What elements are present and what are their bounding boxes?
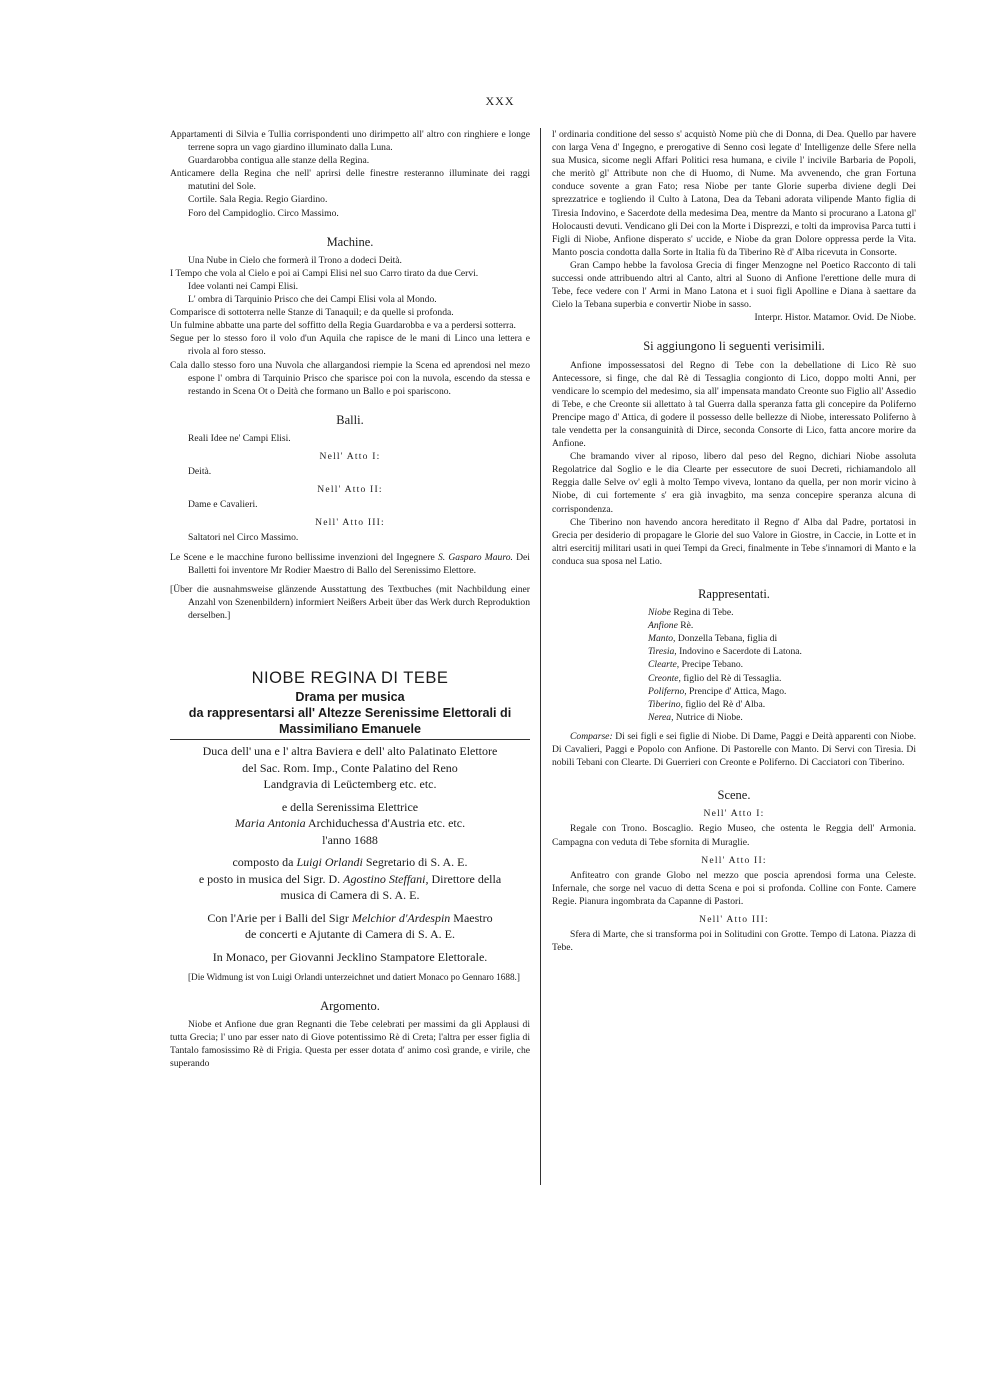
argomento-text: Niobe et Anfione due gran Regnanti die Tebe celebrati per massimi da gli Applausi di tutta Grecia; l' uno par esser nato di Giove potentissimo Rè di Creta; l'altra per esser figlia di Tantalo famosissimo Rè di Frigia. Questa per esser dotata d' animo così grande, e virile, che superando: [170, 1018, 530, 1069]
intro-line: Anticamere della Regina che nell' aprirsi delle finestre resteranno illuminate dei raggi matutini del Sole.: [170, 168, 530, 193]
title-line: de concerti e Ajutante di Camera di S. A. E.: [245, 927, 455, 942]
left-column: [170, 128, 530, 1070]
scene-act-1-text: Regale con Trono. Boscaglio. Regio Museo, che ostenta le Reggia dell' Armonia. Campagna con veduta di Tebe sfornita di Muraglie.: [552, 823, 916, 848]
column-divider: [540, 128, 541, 1185]
drama-subtitle: Massimiliano Emanuele: [278, 722, 422, 737]
argomento-continuation: Gran Campo hebbe la favolosa Grecia di finger Menzogne nel Poetico Racconto di tali successi onde attribuendo altri al Canto, altri al Suono di Anfione l'erettione delle mura di Tebe, fece vedere con l' Armi in Mano Latona et i suoi figli Apolline e Diana à saettare da Cielo la Tebana superbia e convertir Niobe in sasso.: [552, 259, 916, 311]
balli-act-1-text: Deità.: [188, 466, 212, 478]
balli-act-2-text: Dame e Cavalieri.: [188, 499, 258, 511]
bracket-note: [Über die ausnahmsweise glänzende Ausstattung des Textbuches (mit Nachbildung einer Anzahl von Szenenbildern) informiert Neißers Arbeit über das Werk durch Reproduktion derselben.]: [170, 583, 530, 621]
widmung-note: [Die Widmung ist von Luigi Orlandi unterzeichnet und datiert Monaco po Gennaro 1688.]: [188, 972, 520, 983]
title-line: Maria Antonia Archiduchessa d'Austria etc. etc.: [234, 816, 466, 831]
cast-entry: Niobe Regina di Tebe.: [648, 607, 734, 619]
machine-line: Un fulmine abbatte una parte del soffitto della Regia Guardarobba e va a perdersi sotterra.: [170, 320, 516, 332]
machine-line: Una Nube in Cielo che formerà il Trono a dodeci Deità.: [188, 254, 402, 266]
scene-act-1: Nell' Atto I:: [703, 808, 765, 820]
machine-line: Cala dallo stesso foro una Nuvola che allargandosi riempie la Scena ed aprendosi nel mezo espone l' ombra di Tarquinio Prisco che sparisce poi con la nuvola, escendo da stessa e restando in Scena Ot o Deità che formano un Ballo e poi spariscono.: [170, 359, 530, 397]
title-line: Duca dell' una e l' altra Baviera e dell' alto Palatinato Elettore: [202, 744, 498, 759]
drama-subtitle: Drama per musica: [295, 690, 405, 705]
scene-act-3: Nell' Atto III:: [699, 913, 769, 925]
verisimili-paragraph: Che bramando viver al riposo, libero dal peso del Regno, dichiari Niobe assoluta Regolatrice dal Soglio e le dia Clearte per essecutore de suoi Decreti, richiamandolo all Reggia dalle Selve ov' egli à molto Tempo viveva, lontano da quella, per non morir vicino à Niobe, di cui fortemente s' era già invagbito, ma senza concepire speranza alcuna di corrispondenza.: [552, 451, 916, 515]
page-number: XXX: [485, 94, 515, 108]
title-year: l'anno 1688: [322, 832, 378, 847]
title-line: Landgravia di Leüctemberg etc. etc.: [263, 777, 437, 792]
intro-line: Cortile. Sala Regia. Regio Giardino.: [188, 194, 328, 206]
cast-entry: Creonte, figlio del Rè di Tessaglia.: [648, 672, 782, 684]
balli-act-3: Nell' Atto III:: [315, 517, 385, 529]
machine-line: Segue per lo stesso foro il volo d'un Aquila che rapisce de le mani di Linco una lettera e rivola al foro stesso.: [170, 333, 530, 358]
drama-title: NIOBE REGINA DI TEBE: [251, 669, 449, 687]
argomento-continuation: l' ordinaria conditione del sesso s' acquistò Nome più che di Donna, di Dea. Quello par havere con larga Vena d' Ingegno, e prerogative di Senno così legate d' Intelligenze delle Sfere nella sua Musica, sicome negli Affari Politici resa humana, e civile l' incivile Barbaria de Popoli, che meritò gl' Attribute non che di Huomo, di Nume. Ma avvenendo, che gran Fortuna conduce sovente a gran Fato; resa Niobe per tante Glorie superba diviene degli Dei sprezzatrice e togliendo il Culto à Latona, Dea da Tebani adorata vilipende Manto figlia di Tiresia Indovino, e Sacerdote della medesima Dea, mentre da Manto si procurano a Latona gl' Holocausti devuti. Vendicano gli Dei con la Morte i Disprezzi, e tolti da improvisa Parca tutti i Figli di Niobe, Anfione disperato s' uccide, e Niobe da gran Dolore oppressa perde la Vita. Manto poscia condotta dalla Sorte in Italia fù da Tiberino Rè d' Alba ricevuta in Consorte.: [552, 129, 916, 258]
cast-entry: Tiresia, Indovino e Sacerdote di Latona.: [648, 646, 802, 658]
scene-act-3-text: Sfera di Marte, che si transforma poi in Solitudini con Grotte. Tempo di Latona. Piazza di Tebe.: [552, 929, 916, 954]
scene-heading: Scene.: [717, 788, 751, 803]
credit-name: S. Gasparo Mauro.: [437, 551, 513, 563]
title-line: Con l'Arie per i Balli del Sigr Melchior d'Ardespin Maestro: [207, 910, 493, 925]
verisimili-heading: Si aggiungono li seguenti verisimili.: [643, 339, 825, 354]
machine-line: Comparisce di sottoterra nelle Stanze di Tanaquil; e da quelle si profonda.: [170, 307, 454, 319]
argomento-heading: Argomento.: [320, 998, 380, 1013]
balli-intro: Reali Idee ne' Campi Elisi.: [188, 432, 291, 444]
title-line: musica di Camera di S. A. E.: [280, 888, 420, 903]
cast-list: [648, 606, 916, 724]
title-line: composto da Luigi Orlandi Segretario di S. A. E.: [232, 855, 468, 870]
title-line: e posto in musica del Sigr. D. Agostino Steffani, Direttore della: [198, 871, 502, 886]
intro-line: Guardarobba contigua alle stanze della Regina.: [188, 155, 370, 167]
machine-line: I Tempo che vola al Cielo e poi ai Campi Elisi nel suo Carro tirato da due Cervi.: [170, 267, 479, 279]
cast-entry: Nerea, Nutrice di Niobe.: [648, 711, 743, 723]
right-column: [552, 128, 916, 954]
title-line: del Sac. Rom. Imp., Conte Palatino del Reno: [242, 760, 458, 775]
source-reference: Interpr. Histor. Matamor. Ovid. De Niobe.: [754, 312, 916, 324]
machine-heading: Machine.: [326, 234, 374, 249]
intro-line: Foro del Campidoglio. Circo Massimo.: [188, 207, 339, 219]
intro-line: Appartamenti di Silvia e Tullia corrispondenti uno dirimpetto all' altro con ringhiere e longe terrene sopra un vago giardino illuminato dalla Luna.: [170, 129, 530, 154]
verisimili-paragraph: Anfione impossessatosi del Regno di Tebe con la debellatione di Lico Rè suo Antecessore, si finge, che dal Rè di Tessaglia congionto di Lico, doppo molti Anni, per vendicare lo scempio del medesimo, sia all' impensata mandato Creonte suo Figlio all' Assedio di Tebe, e che Creonte sii allettato à tal Guerra dalla speranza fatta gli concepire da Poliferno Prencipe mago d' Attica, di godere il possesso delle bellezze di Niobe, interessato Poliferno à tale vendetta per la consanguinità di Dirce, seconda Consorte di Lico, fatta ancore morire da Anfione.: [552, 359, 916, 450]
scene-act-2-text: Anfiteatro con grande Globo nel mezzo que poscia aprendosi forma una Celeste. Infernale, che sorge nel vacuo di detta Scena e poi si profonda. Colline con Fonte. Camere Regie. Pianura ingombrata da Capanne di Pastori.: [552, 869, 916, 907]
cast-entry: Tiberino, figlio del Rè d' Alba.: [648, 698, 766, 710]
balli-act-3-text: Saltatori nel Circo Massimo.: [188, 532, 299, 544]
title-line: e della Serenissima Elettrice: [281, 799, 419, 814]
cast-entry: Anfione Rè.: [648, 620, 694, 632]
cast-entry: Poliferno, Prencipe d' Attica, Mago.: [648, 685, 787, 697]
verisimili-paragraph: Che Tiberino non havendo ancora hereditato il Regno d' Alba dal Padre, portatosi in Grecia per desiderio di propagare le Glorie del suo Valore in Giostre, in Caccie, in Lotte et in altri esercitij militari usati in quei Tempi da Greci, finalmente in Tebe s'innamori di Manto e la conduca sua sposa nel Latio.: [552, 516, 916, 567]
balli-heading: Balli.: [336, 412, 364, 427]
scene-credit-note: Le Scene e le macchine furono bellissime invenzioni del Ingegnere S. Gasparo Mauro. Dei Balletti foi inventore Mr Rodier Maestro di Ballo del Serenissimo Elettore.: [170, 551, 530, 576]
balli-act-1: Nell' Atto I:: [319, 450, 381, 462]
title-line: In Monaco, per Giovanni Jecklino Stampatore Elettorale.: [212, 949, 488, 964]
rappresentati-heading: Rappresentati.: [698, 587, 770, 601]
machine-line: Idee volanti nei Campi Elisi.: [188, 280, 299, 292]
comparse-paragraph: Comparse: Di sei figli e sei figlie di Niobe. Di Dame, Paggi e Deità apparenti con Niobe. Di Cavalieri, Paggi e Popolo con Anfione. Di Pastorelle con Manto. Di Servi con Tiresia. Di nobili Tebani con Clearte. Di Guerrieri con Creonte e Poliferno. Di Cacciatori con Tiberino.: [552, 730, 916, 769]
scene-act-2: Nell' Atto II:: [701, 854, 767, 866]
cast-entry: Manto, Donzella Tebana, figlia di: [648, 633, 778, 645]
balli-act-2: Nell' Atto II:: [317, 484, 383, 496]
machine-line: L' ombra di Tarquinio Prisco che dei Campi Elisi vola al Mondo.: [188, 294, 437, 306]
cast-entry: Clearte, Precipe Tebano.: [648, 659, 744, 671]
drama-subtitle: da rappresentarsi all' Altezze Serenissime Elettorali di: [188, 706, 512, 721]
